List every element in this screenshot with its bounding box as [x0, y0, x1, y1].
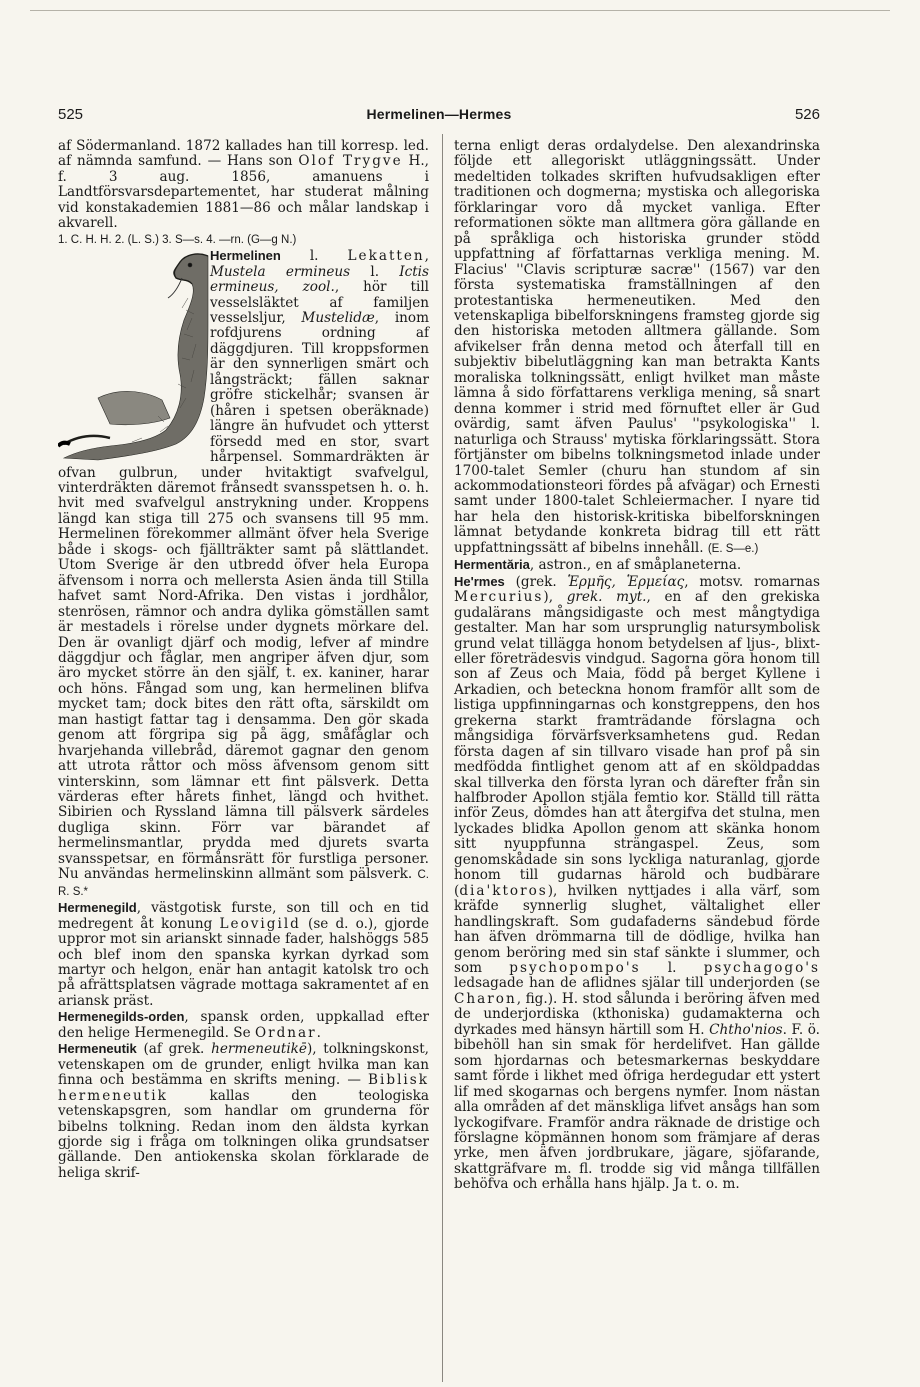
- ermine-figure: [58, 248, 210, 461]
- page-header: [58, 106, 820, 128]
- left-column: [58, 139, 429, 1181]
- entry-hermes: He'rmes (grek. Ἑρμῆς, Ἑρμείας, motsv. romarnas Mercurius), grek. myt., en af den grekiska gudalärans mångsidigaste och mest mångtydiga gestalter. Man har som ursprunglig natursymbolisk grund velat tillägga honom betydelsen af ljus-, blixt- eller företrädesvis vindgud. Sagorna göra honom till son af Zeus och Maia, född på berget Kyllene i Arkadien, och beteckna honom framför allt som de listiga uppfinningarnas och konstgreppens, den hos grekerna starkt framträdande förslagna och mångsidiga förvärfsverksamhetens gud. Redan första dagen af sin tillvaro visade han prof på sin medfödda fintlighet genom att af en sköldpaddas skal tillverka den första lyran och därefter från sin halfbroder Apollon stjäla femtio kor. Ställd till rätta inför Zeus, dömdes han att återgifva det stulna, men lyckades blidka Apollon genom att skänka honom sitt nyuppfunna strängaspel. Zeus, som genomskådade sin sons lyckliga naturanlag, gjorde honom till gudarnas härold och budbärare (dia'ktoros), hvilken nyttjades i alla värf, som kräfde synnerlig slughet, vältalighet eller handlingskraft. Som gudafaderns sändebud förde han äfven drömmarna till de dödlige, hvilka han genom beröring med sin staf sänkte i slummer, och som psychopompo's l. psychagogo's ledsagade han de aflidnes själar till underjorden (se Charon, fig.). H. stod sålunda i beröring äfven med de underjordiska (kthoniska) gudamakterna och dyrkades med hänsyn härtill som H. Chtho'nios. F. ö. bibehöll han sin smak för herdelifvet. Han gällde som hjordarnas och betesmarkernas beskyddare samt förde i likhet med öfriga herdegudar ett ystert lif med skogarnas och bergens nymfer. Inom nästan alla områden af det mänskliga lifvet ansågs han som lyckogifvare. Framför andra räknade de dristige och förslagne köpmännen honom som främjare af deras yrke, men äfven jordbrukare, jägare, sjöfarande, skattgräfvare m. fl. trodde sig vid många tillfällen behöfva och erhålla hans hjälp. Ja t. o. m.: [454, 573, 821, 1193]
- entry-continuation: af Södermanland. 1872 kallades han till korresp. led. af nämnda samfund. — Hans son Olof Trygve H., f. 3 aug. 1856, amanuens i Landtförsvarsdepartementet, har studerat målning vid konstakademien 1881—86 och målar landskap i akvarell.: [58, 138, 430, 232]
- entry-hermeneutik: Hermeneutik (af grek. hermeneutikē), tolkningskonst, vetenskapen om de grunder, enligt hvilka man kan finna och bestämma en skrifts mening. — Biblisk hermeneutik kallas den teologiska vetenskapsgren, som handlar om grunderna för bibelns tolkning. Redan inom den äldsta kyrkan gjorde sig i fråga om tolkningen olika grundsatser gällande. Den antiokenska skolan förklarade de heliga skrif-: [58, 1041, 429, 1181]
- top-rule: [30, 10, 890, 11]
- entry-hermeneutik-continued: terna enligt deras ordalydelse. Den alexandrinska följde ett allegoriskt utläggningssätt. Under medeltiden tolkades skriften hufvudsakligen efter traditionen och dogmerna; mystiska och allegoriska förklaringar voro då mycket vanliga. Efter reformationen sökte man alltmera göra gällande en på språkliga och historiska grunder stödd uppfattning af författarnas verkliga mening. M. Flacius' ''Clavis scripturæ sacræ'' (1567) var den första systematiska framställningen af den protestantiska hermeneutiken. Med den vetenskapliga bibelforskningens framsteg gjorde sig den historiska metoden alltmera gällande. Som afvikelser från denna metod och återfall till en subjektiv bibelutläggning kan man betrakta Kants moraliska tolkningssätt, enligt hvilket man måste lämna å sido författarens verkliga mening, så snart denna kommer i strid med förnuftet eller är Gud ovärdig, samt äfven Paulus' ''psykologiska'' l. naturliga och Strauss' mytiska förklaringssätt. Stora förtjänster om bibelns tolkningsmetod inlade under 1700-talet Semler (churu han stundom af sin ackommodationsteori fördes på afvägar) och Ernesti samt under 1800-talet Schleiermacher. I nyare tid har hela den historisk-kritiska bibelforskningen lämnat betydande konkreta bidrag till ett rätt uppfattningssätt af bibelns innehåll. (E. S—e.): [454, 138, 820, 556]
- page-number-right: 526: [794, 106, 820, 123]
- entry-hermenegilds-orden: Hermenegilds-orden, spansk orden, uppkallad efter den helige Hermenegild. Se Ordnar.: [58, 1009, 429, 1041]
- entry-hermenegild: Hermenegild, västgotisk furste, son till och en tid medregent åt konung Leovigild (se d. o.), gjorde uppror mot sin arianskt sinnade fader, halshöggs 585 och blef inom den spanska kyrkan dyrkad som martyr och helgon, enär han antagit katolsk tro och på afrättsplatsen vägrade mottaga sakramentet af en ariansk präst.: [58, 900, 429, 1009]
- right-column: [454, 139, 820, 1193]
- ermine-illustration: [58, 248, 210, 461]
- running-title: Hermelinen—Hermes: [366, 106, 512, 122]
- signature-row: 1. C. H. H. 2. (L. S.) 3. S—s. 4. —rn. (G—g N.): [58, 233, 297, 246]
- entry-hermelinen: Hermelinen l. Lekatten, Mustela ermineus l. Ictis ermineus, zool., hör till vesselsläktet af familjen vesselsljur, Mustelidæ, inom rofdjurens ordning af däggdjuren. Till kroppsformen är den synnerligen smärt och långsträckt; fällen saknar gröfre stickelhår; svansen är (håren i spetsen oberäknade) längre än hufvudet och ytterst försedd med en stor, svart hårpensel. Sommardräkten är ofvan gulbrun, under hvitaktigt svafvelgul, vinterdräkten däremot frånsedt svansspetsen h. o. h. hvit med svafvelgul anstrykning under. Kroppens längd kan stiga till 275 och svansens till 95 mm. Hermelinen förekommer allmänt öfver hela Sverige både i skogs- och fjällträkter samt på slättlandet. Utom Sverige är den utbredd öfver hela Europa äfvensom i norra och mellersta Asien ända till Stilla hafvet samt Nord-Afrika. Den vistas i jordhålor, stenrösen, rämnor och andra dylika gömställen samt är mestadels i rörelse under dygnets mörkare del. Den är ovanligt djärf och modig, lefver af mindre däggdjur och fåglar, men angriper äfven djur, som äro mycket större än den själf, t. ex. kaniner, harar och höns. Fångad som ung, kan hermelinen blifva mycket tam; dock bites den rätt ofta, särskildt om man hastigt fattar tag i densamma. Den gör skada genom att förgripa sig på ägg, småfåglar och hvarjehanda villebråd, däremot gagnar den genom att utrota råttor och möss äfvensom genom sitt vinterskinn, som lämnar ett fint pälsverk. Detta värderas efter hårets finhet, längd och hvithet. Sibirien och Ryssland lämna till pälsverk särdeles dugliga skinn. Förr var bärandet af hermelinsmantlar, prydda med djurets svarta svansspetsar, en förmånsrätt för furstliga personer. Nu användas hermelinskinn allmänt som pälsverk. C. R. S.*: [58, 248, 430, 898]
- entry-hermentaria: Hermentăria, astron., en af småplaneterna.: [454, 557, 742, 574]
- page-number-left: 525: [58, 106, 84, 123]
- column-divider: [442, 134, 443, 1382]
